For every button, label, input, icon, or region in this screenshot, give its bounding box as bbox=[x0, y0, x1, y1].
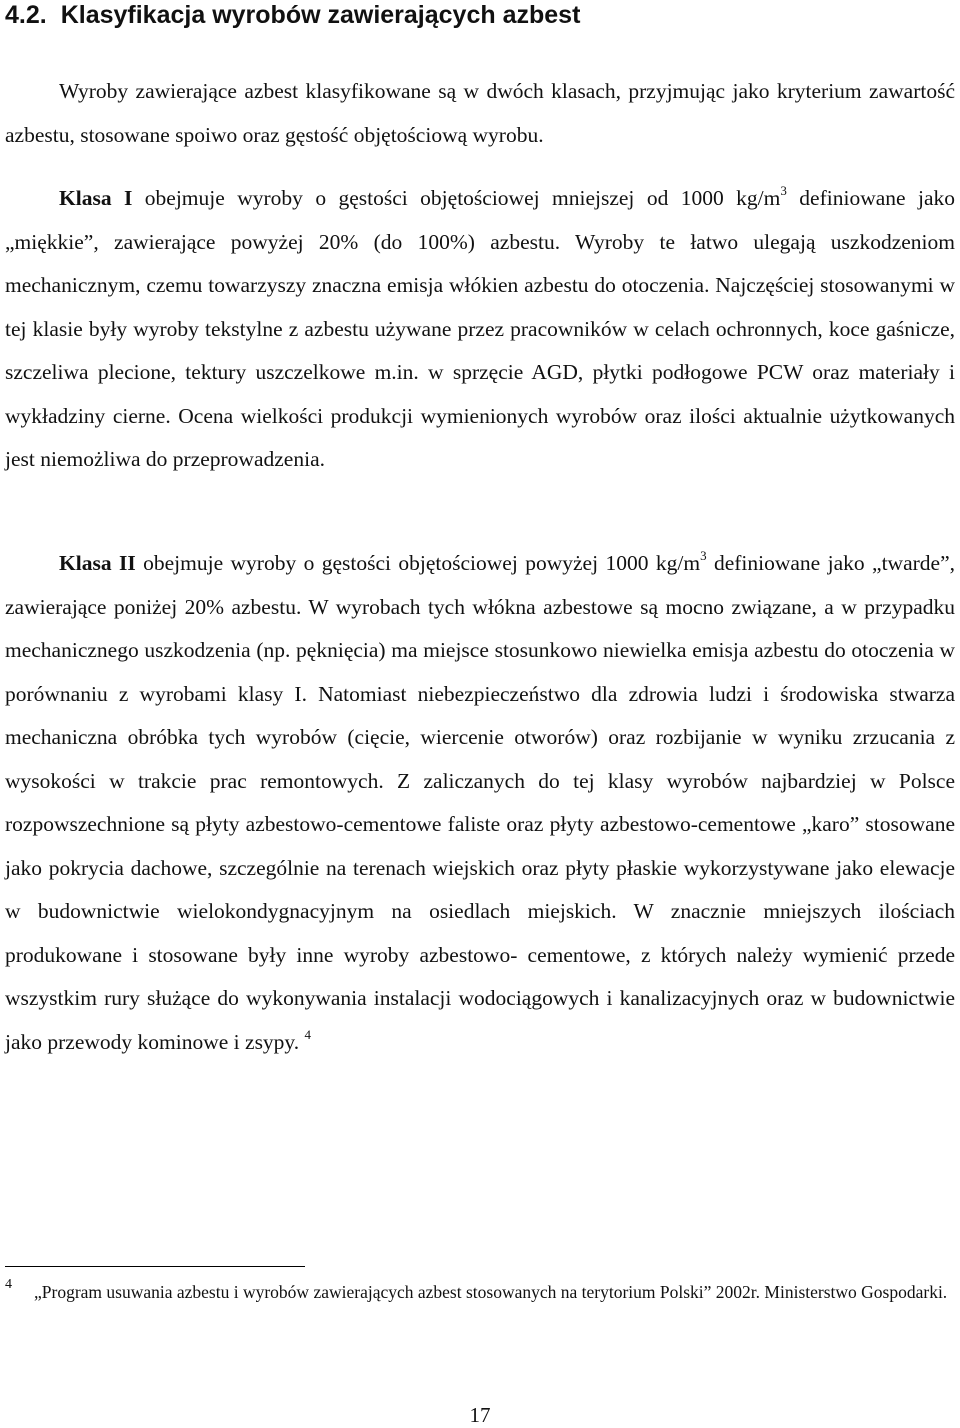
class-2-label: Klasa II bbox=[59, 551, 136, 575]
footnote-reference[interactable]: 4 bbox=[304, 1026, 312, 1042]
section-title: Klasyfikacja wyrobów zawierających azbest bbox=[60, 1, 581, 29]
class-1-superscript: 3 bbox=[780, 183, 787, 198]
class-1-label: Klasa I bbox=[59, 186, 133, 210]
class-2-text-rest: definiowane jako „twarde”, zawierające poniżej 20% azbestu. W wyrobach tych włókna azbestowe są mocno związane, a w przypadku mechanicznego uszkodzenia (np. pęknięcia) ma miejsce stosunkowo niewielka emisja azbestu do otoczenia w porównaniu z wyrobami klasy I. Natomiast niebezpieczeństwo dla zdrowia ludzi i środowiska stwarza mechaniczna obróbka tych wyrobów (cięcie, wiercenie otworów) oraz rozbijanie w wyniku zrzucania z wysokości w trakcie prac remontowych. Z zaliczanych do tej klasy wyrobów najbardziej w Polsce rozpowszechnione są płyty azbestowo-cementowe faliste oraz płyty azbestowo-cementowe „karo” stosowane jako pokrycia dachowe, szczególnie na terenach wiejskich oraz płyty płaskie wykorzystywane jako elewacje w budownictwie wielokondygnacyjnym na osiedlach miejskich. W znacznie mniejszych ilościach produkowane i stosowane były inne wyroby azbestowo- cementowe, z których należy wymienić przede wszystkim rury służące do wykonywania instalacji wodociągowych i kanalizacyjnych oraz w budownictwie jako przewody kominowe i zsypy. bbox=[5, 551, 955, 1054]
section-number: 4.2. bbox=[5, 1, 47, 29]
section-heading bbox=[5, 0, 580, 30]
class-2-superscript: 3 bbox=[700, 548, 707, 563]
class-1-text-start: obejmuje wyroby o gęstości objętościowej mniejszej od 1000 kg/m bbox=[132, 186, 781, 210]
class-1-paragraph bbox=[5, 177, 955, 482]
class-2-text-start: obejmuje wyroby o gęstości objętościowej powyżej 1000 kg/m bbox=[135, 551, 701, 575]
intro-paragraph bbox=[5, 70, 955, 157]
class-1-text-rest: definiowane jako „miękkie”, zawierające powyżej 20% (do 100%) azbestu. Wyroby te łatwo ulegają uszkodzeniom mechanicznym, czemu towarzyszy znaczna emisja włókien azbestu do otoczenia. Najczęściej stosowanymi w tej klasie były wyroby tekstylne z azbestu używane przez pracowników w celach ochronnych, koce gaśnicze, szczeliwa plecione, tektury uszczelkowe m.in. w sprzęcie AGD, płytki podłogowe PCW oraz materiały i wykładziny cierne. Ocena wielkości produkcji wymienionych wyrobów oraz ilości aktualnie użytkowanych jest niemożliwa do przeprowadzenia. bbox=[5, 186, 955, 471]
footnote-separator bbox=[5, 1266, 305, 1267]
intro-text: Wyroby zawierające azbest klasyfikowane są w dwóch klasach, przyjmując jako kryterium zawartość azbestu, stosowane spoiwo oraz gęstość objętościową wyrobu. bbox=[5, 79, 955, 147]
footnote-text: „Program usuwania azbestu i wyrobów zawierających azbest stosowanych na terytorium Polski” 2002r. Ministerstwo Gospodarki. bbox=[34, 1282, 948, 1302]
footnote-mark: 4 bbox=[5, 1277, 12, 1292]
class-2-paragraph bbox=[5, 542, 955, 1064]
page-number: 17 bbox=[469, 1403, 491, 1427]
footnote bbox=[5, 1277, 955, 1304]
